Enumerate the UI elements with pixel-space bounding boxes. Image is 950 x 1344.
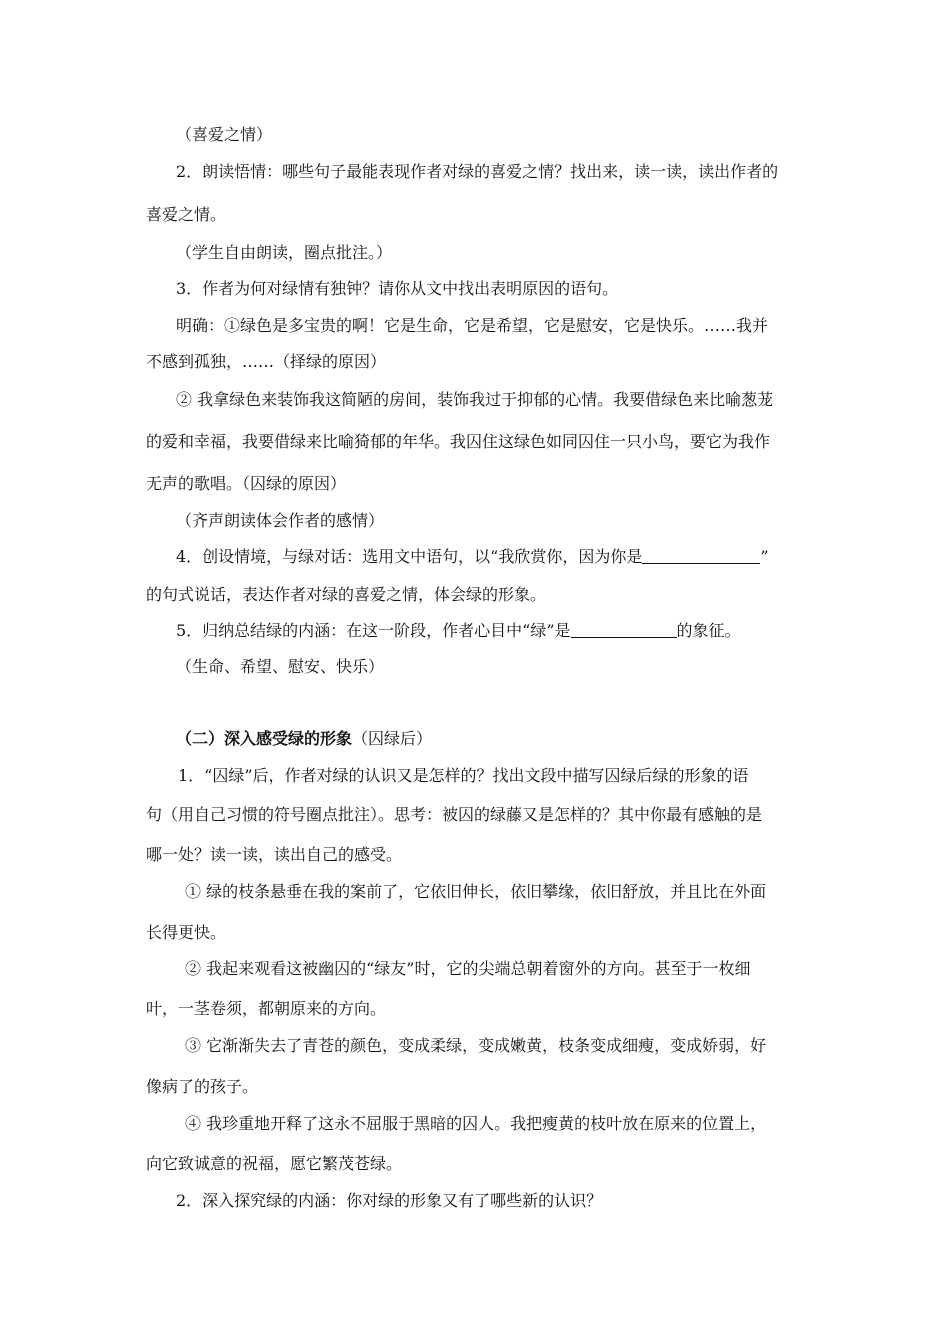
answer-line-2: 不感到孤独，……（择绿的原因） (146, 352, 387, 371)
section-heading (176, 729, 432, 749)
question-4-line-1 (176, 547, 769, 567)
quote-4-line-2: 向它致诚意的祝福，愿它繁茂苍绿。 (146, 1154, 403, 1173)
question-4-text: 4．创设情境，与绿对话：选用文中语句，以“我欣赏你，因为你是 (176, 547, 643, 566)
quote-2-line-1: ② 我拿绿色来装饰我这简陋的房间，装饰我过于抑郁的心情。我要借绿色来比喻葱茏 (176, 390, 774, 409)
question-5 (176, 621, 741, 641)
quote-1-line-2: 长得更快。 (146, 923, 227, 942)
question-1-line-2: 句（用自己习惯的符号圈点批注）。思考：被囚的绿藤又是怎样的？其中你最有感触的是 (146, 805, 763, 824)
quote-4-line-1: ④ 我珍重地开释了这永不屈服于黑暗的囚人。我把瘦黄的枝叶放在原来的位置上， (185, 1114, 767, 1133)
fill-blank[interactable] (571, 621, 677, 638)
section-subtitle: （囚绿后） (352, 729, 433, 748)
quote-2-line-2: 的爱和幸福，我要借绿来比喻猗郁的年华。我囚住这绿色如同囚住一只小鸟，要它为我作 (146, 432, 771, 451)
student-note: （学生自由朗读，圈点批注。） (176, 243, 393, 262)
quote-2b-line-2: 叶，一茎卷须，都朝原来的方向。 (146, 999, 387, 1018)
fill-blank[interactable] (642, 547, 760, 564)
question-2-deep: 2．深入探究绿的内涵：你对绿的形象又有了哪些新的认识？ (176, 1191, 603, 1210)
question-5-tail: 的象征。 (676, 621, 741, 640)
question-4-line-2: 的句式说话，表达作者对绿的喜爱之情，体会绿的形象。 (146, 585, 547, 604)
closing-quote: ” (760, 547, 769, 566)
question-1-line-3: 哪一处？读一读，读出自己的感受。 (146, 845, 403, 864)
quote-1-line-1: ① 绿的枝条悬垂在我的案前了，它依旧伸长，依旧攀缘，依旧舒放，并且比在外面 (185, 882, 767, 901)
answer-line-1: 明确：①绿色是多宝贵的啊！它是生命，它是希望，它是慰安，它是快乐。……我并 (176, 316, 769, 335)
question-5-text: 5．归纳总结绿的内涵：在这一阶段，作者心目中“绿”是 (176, 621, 571, 640)
section-title: （二）深入感受绿的形象 (176, 729, 353, 748)
quote-3-line-1: ③ 它渐渐失去了青苍的颜色，变成柔绿，变成嫩黄，枝条变成细瘦，变成娇弱，好 (185, 1036, 767, 1055)
quote-2b-line-1: ② 我起来观看这被幽囚的“绿友”时，它的尖端总朝着窗外的方向。甚至于一枚细 (185, 959, 751, 978)
quote-3-line-2: 像病了的孩子。 (146, 1077, 259, 1096)
answer-note: （生命、希望、慰安、快乐） (176, 657, 385, 676)
question-3: 3．作者为何对绿情有独钟？请你从文中找出表明原因的语句。 (176, 279, 619, 298)
question-1-line-1: 1．“囚绿”后，作者对绿的认识又是怎样的？找出文段中描写囚绿后绿的形象的语 (178, 766, 749, 785)
question-2-line-1: 2．朗读悟情：哪些句子最能表现作者对绿的喜爱之情？找出来，读一读，读出作者的 (176, 162, 779, 181)
reading-note: （齐声朗读体会作者的感情） (176, 511, 385, 530)
question-2-line-2: 喜爱之情。 (146, 205, 227, 224)
quote-2-line-3: 无声的歌唱。（囚绿的原因） (146, 474, 347, 493)
answer-note: （喜爱之情） (176, 125, 273, 144)
